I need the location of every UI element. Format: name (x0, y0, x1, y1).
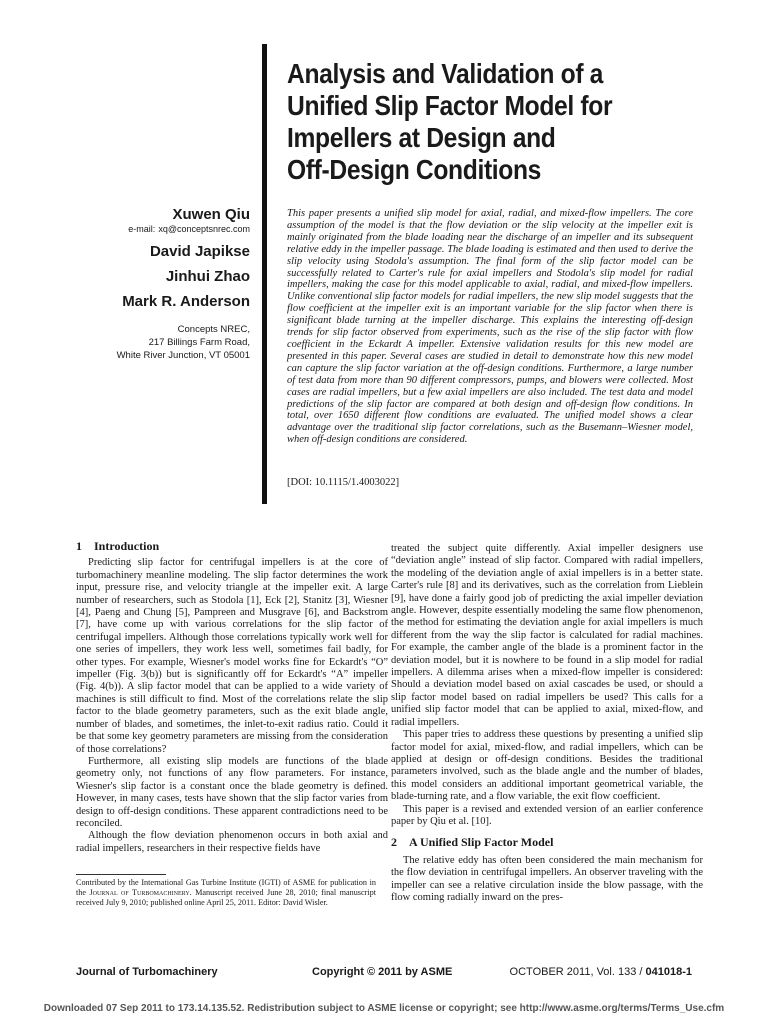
section-title: A Unified Slip Factor Model (409, 835, 554, 850)
paper-title (287, 58, 674, 186)
page-footer (76, 966, 692, 982)
title-line: Off-Design Conditions (287, 154, 542, 185)
author-name: Jinhui Zhao (165, 268, 250, 285)
section-number: 2 (391, 835, 397, 850)
footer-copyright: Copyright © 2011 by ASME (312, 966, 453, 978)
footnote (76, 878, 376, 908)
abstract: This paper presents a unified slip model for axial, radial, and mixed-flow impellers. The core assumption of the model is that the flow deviation or the slip velocity at the impeller exit is mainly originated from the blade loading near the discharge of an impeller and its subsequent relative eddy in the impeller passage. The blade loading is estimated and then used to derive the slip velocity using Stodola's assumption. The final form of the slip factor model can be successfully related to Carter's rule for axial impellers and Stodola's slip model for radial impellers, making the case for this model applicable to axial, radial, and mixed-flow impellers. Unlike conventional slip factor models for radial impellers, the new slip model suggests that the flow coefficient at the impeller exit is an important variable for the slip factor when there is significant blade turning at the impeller discharge. This explains the interesting off-design trends for slip factor observed from experiments, such as the rise of the slip factor with flow coefficient in the Eckardt A impeller. Extensive validation results for this new model are presented in this paper. Several cases are studied in detail to demonstrate how this new model can capture the slip factor variation at the off-design conditions. Furthermore, a large number of test data from more than 90 different compressors, pumps, and blowers were collected. Most cases are radial impellers, but a few axial impellers are also included. The test data and model predictions of the slip factor are compared at both design and off-design flow conditions. In total, over 1650 different flow conditions are evaluated. The unified model shows a clear advantage over the traditional slip factor correlations, such as the Busemann–Wiesner model, when off-design conditions are considered. (287, 208, 693, 446)
title-line: Unified Slip Factor Model for (287, 90, 613, 121)
footnote-text: Contributed by the International Gas Turbine Institute (IGTI) of ASME for publication in the (76, 878, 376, 897)
doi[interactable]: [DOI: 10.1115/1.4003022] (287, 477, 400, 488)
section-heading (391, 836, 703, 848)
paragraph: Although the flow deviation phenomenon occurs in both axial and radial impellers, researchers in their respective fields have (76, 830, 388, 854)
section-title: Introduction (94, 539, 160, 553)
footnote-text: . Manuscript received June 28, 2010; final manuscript received July 9, 2010; published online April 25, 2011. Editor: David Wisler. (76, 888, 376, 907)
footer-journal: Journal of Turbomachinery (76, 966, 218, 978)
footer-issue-text: OCTOBER 2011, Vol. 133 / (509, 966, 646, 978)
paragraph-continued: treated the subject quite differently. Axial impeller designers use “deviation angle” instead of slip factor. Compared with radial impellers, the modeling of the deviation angle of axial impellers is in a better state. Carter's rule [8] and its derivatives, such as the correlation from Lieblein [9], have done a fairly good job of predicting the axial impeller deviation angle. However, despite essentially modeling the same flow phenomenon, the method for estimating the deviation angle for axial impellers is much different from the way the slip factor is calculated for radial machines. For example, the camber angle of the blade is a prominent factor in the deviation model, but it is nowhere to be found in a slip model for radial impellers. A dilemma arises when a mixed-flow impeller is considered: Should a deviation model based on axial cascades be used, or should a slip factor model based on radial impellers be used? This calls for a unified slip factor model that can be applied to axial, mixed-flow, and radial impellers. (391, 543, 703, 728)
title-line: Impellers at Design and (287, 122, 556, 153)
title-vertical-rule (262, 44, 267, 504)
paragraph: This paper is a revised and extended version of an earlier conference paper by Qiu et al. [10]. (391, 803, 703, 827)
author-affiliation (10, 323, 250, 362)
paragraph: Predicting slip factor for centrifugal impellers is at the core of turbomachinery meanline modeling. The slip factor determines the work input, pressure rise, and velocity triangle at the impeller exit. A large number of researchers, such as Stodola [1], Eck [2], Stanitz [3], Wiesner [4], Paeng and Chung [5], Pampreen and Musgrave [6], and Backstrom [7], have come up with various correlations for the slip factor of centrifugal impellers. Although those correlations typically work well for one series of impellers, they work less well, sometimes fail badly, for other types. For example, Wiesner's model works fine for Eckardt's “O” impeller (Fig. 3(b)) but is significantly off for Eckardt's “A” impeller (Fig. 4(b)). A slip factor model that can be applied to a wide variety of machines is still difficult to find. Most of the correlations relate the slip factor to the blade geometry parameters, such as the exit blade angle, number of blades, and sometimes, the inlet-to-exit radius ratio. Could it be that some key geometry parameters are missing from the consideration of those correlations? (76, 557, 388, 755)
body-column-left (76, 540, 388, 855)
section-heading (76, 540, 388, 552)
affiliation-line: 217 Billings Farm Road, (148, 337, 250, 348)
paragraph: Furthermore, all existing slip models are functions of the blade geometry only, not functions of any flow parameters. For instance, Wiesner's slip factor is a constant once the blade geometry is defined. However, in many cases, tests have shown that the slip factor varies from design to off-design conditions. These apparent contradictions need to be reconciled. (76, 755, 388, 829)
author-block (10, 206, 250, 362)
author-email (10, 224, 250, 235)
email-address[interactable]: xq@conceptsnrec.com (158, 224, 250, 234)
section-number: 1 (76, 539, 82, 553)
download-notice: Downloaded 07 Sep 2011 to 173.14.135.52. Redistribution subject to ASME license or copyright; see http://www.asme.org/terms/Terms_Use.cfm (43, 1003, 725, 1014)
author-name: David Japikse (149, 243, 250, 260)
email-label: e-mail: (128, 224, 156, 234)
footnote-journal: Journal of Turbomachinery (89, 888, 190, 897)
footnote-rule (76, 874, 166, 875)
affiliation-line: Concepts NREC, (177, 324, 250, 335)
footer-page-id: 041018-1 (645, 966, 692, 978)
paragraph: This paper tries to address these questions by presenting a unified slip factor model for axial, mixed-flow, and radial impellers, which can be applied at design or off-design conditions. Besides the traditional parameters involved, such as the blade angle and the number of blades, this model considers an additional important geometrical variable, the blade-turning rate, and a flow variable, the exit flow coefficient. (391, 729, 703, 803)
author-name: Xuwen Qiu (172, 206, 250, 223)
author-name: Mark R. Anderson (122, 293, 250, 310)
affiliation-line: White River Junction, VT 05001 (116, 350, 250, 361)
title-line: Analysis and Validation of a (287, 58, 604, 89)
body-column-right (391, 543, 703, 904)
footer-issue (510, 966, 692, 978)
paragraph: The relative eddy has often been considered the main mechanism for the flow deviation in centrifugal impellers. An observer traveling with the impeller can see a relative circulation inside the blow passage, with the flow coming radially inward on the pres- (391, 854, 703, 903)
